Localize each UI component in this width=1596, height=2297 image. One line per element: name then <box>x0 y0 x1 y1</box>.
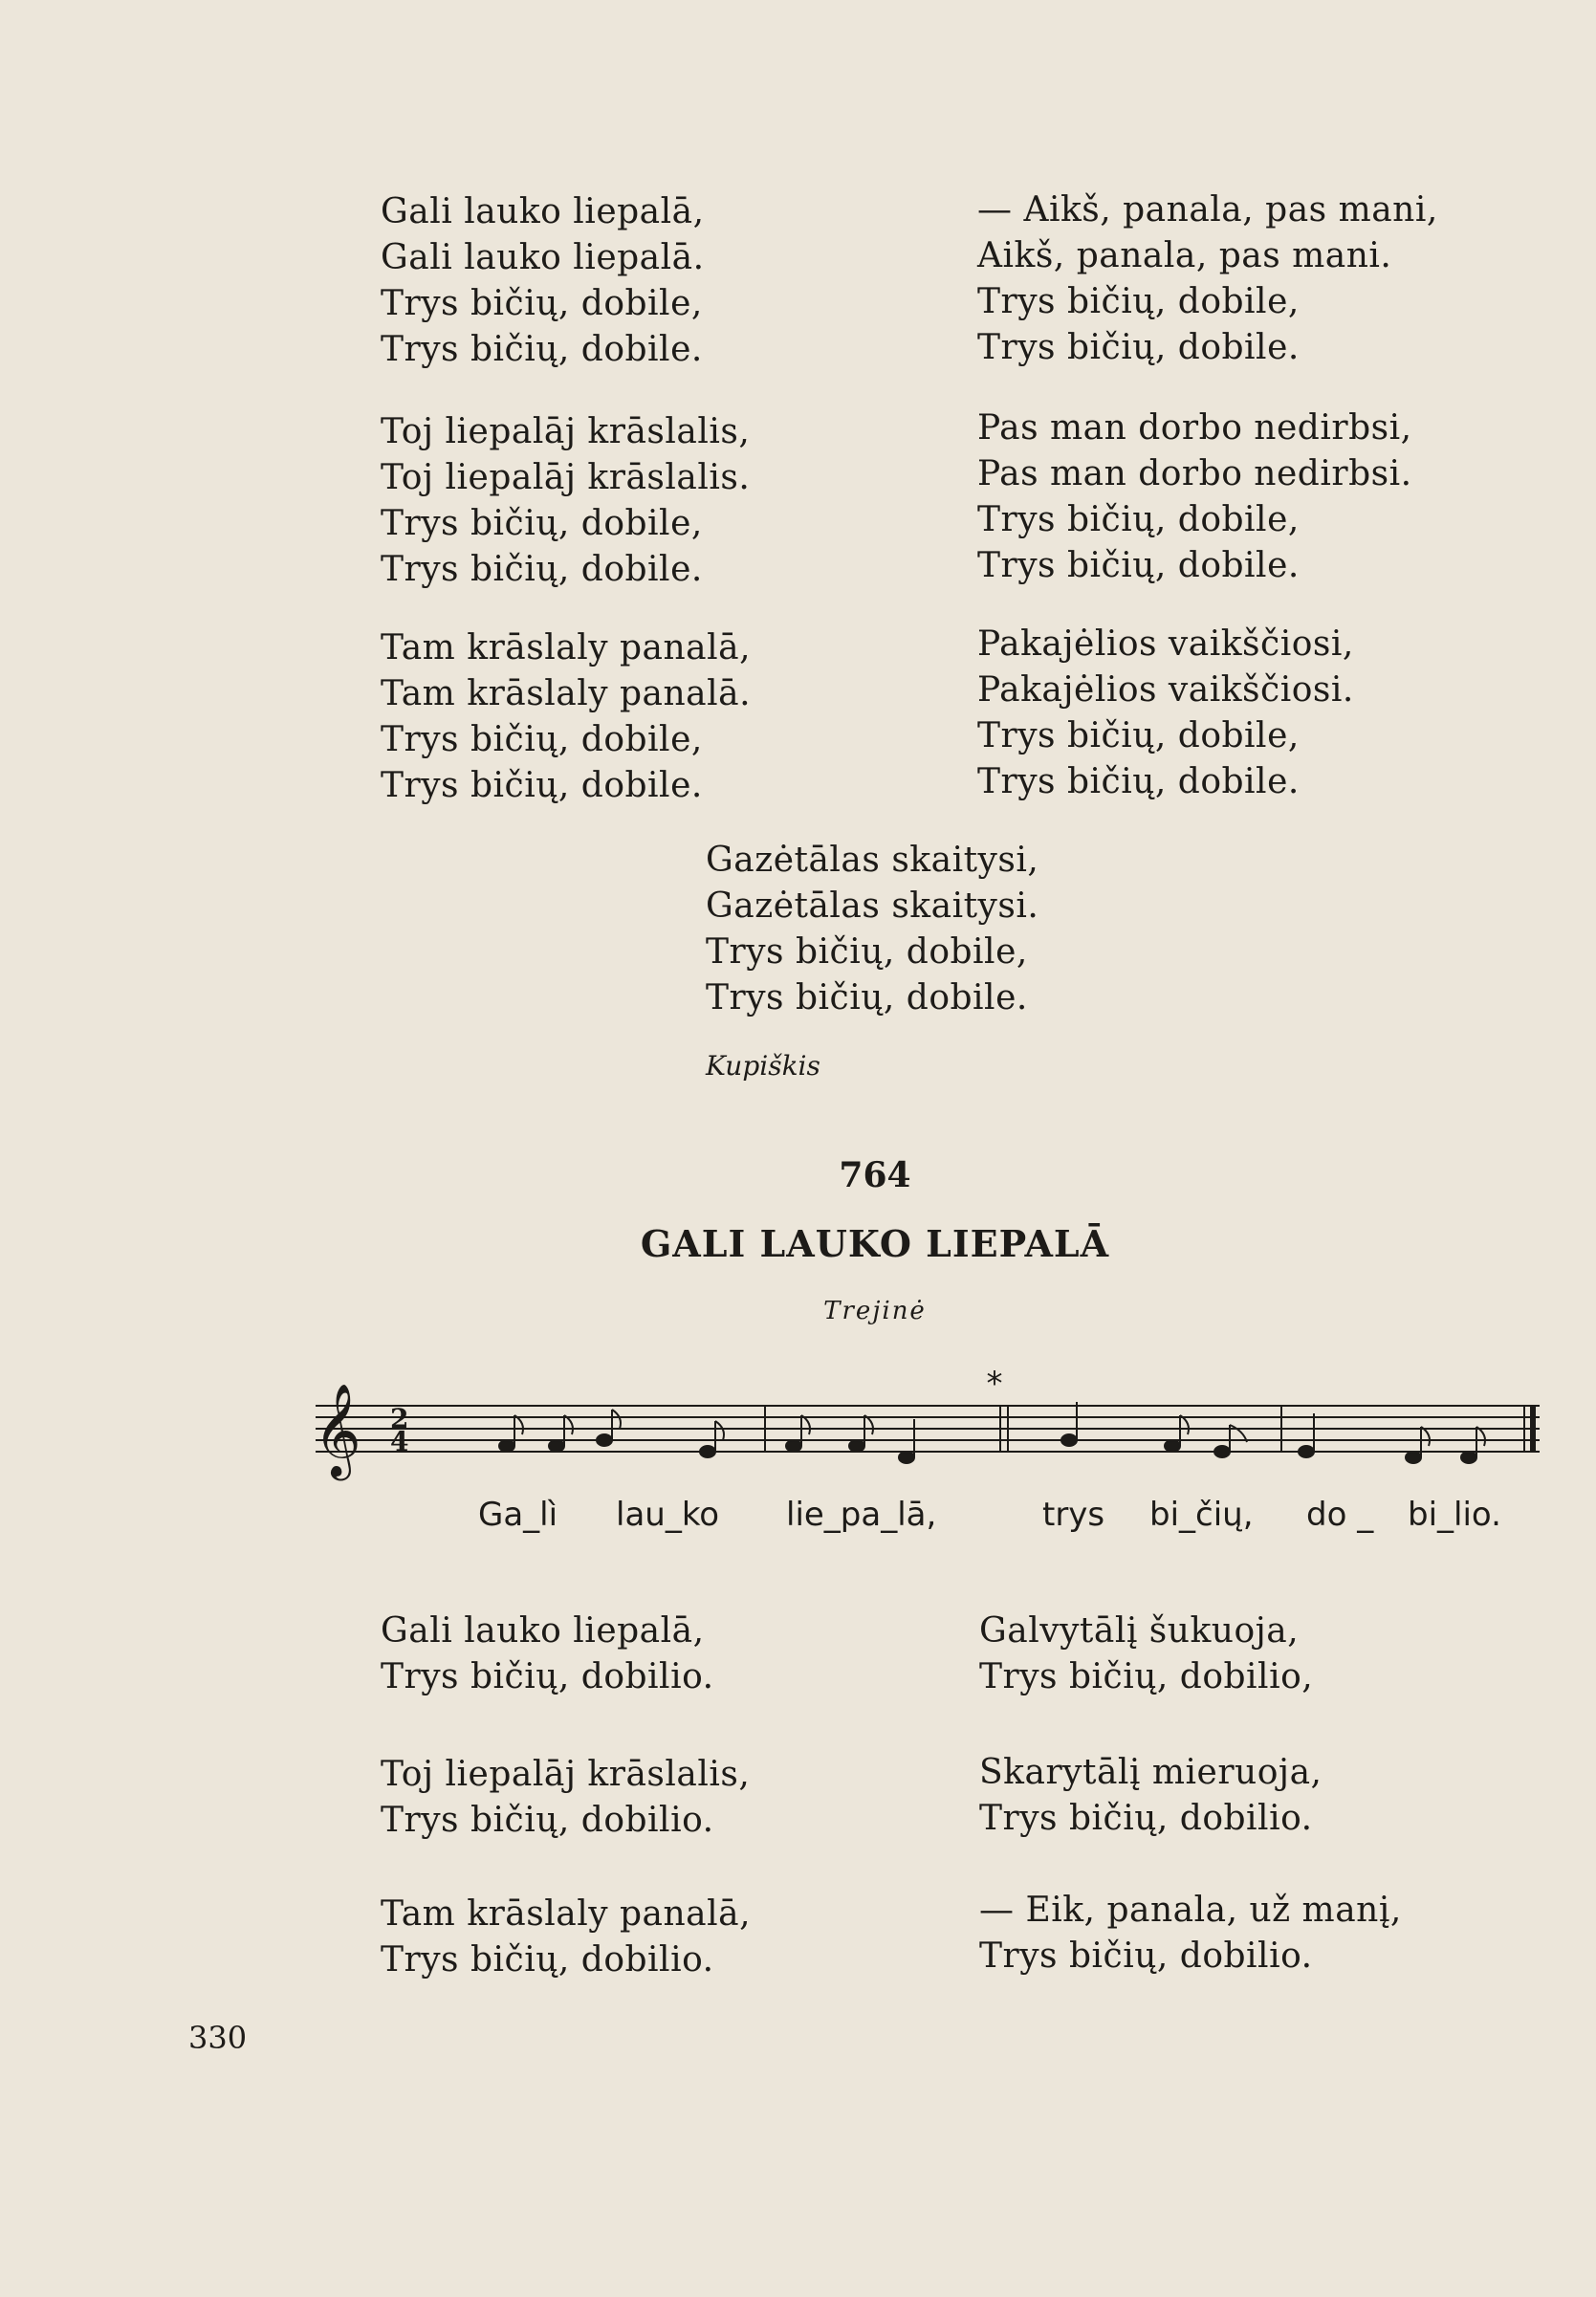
note <box>1165 1415 1189 1452</box>
verse-line: Skarytālį mieruoja, <box>979 1753 1323 1792</box>
verse-line: — Aikš, panala, pas mani, <box>977 190 1438 230</box>
stanza <box>381 625 751 809</box>
stanza <box>979 1608 1313 1700</box>
verse-line: Trys bičių, dobile. <box>977 762 1300 801</box>
lyric-syllable: bi_čių, <box>1149 1496 1254 1534</box>
music-score <box>287 1358 1549 1549</box>
stanza <box>381 1752 750 1844</box>
page-number: 330 <box>188 2020 248 2056</box>
verse-line: Gazėtālas skaitysi. <box>706 886 1039 926</box>
verse-line: Gali lauko liepalā. <box>381 238 705 277</box>
time-signature-top: 2 <box>390 1403 409 1434</box>
stanza <box>381 189 705 373</box>
verse-line: Gazėtālas skaitysi, <box>706 841 1039 880</box>
lyric-syllable: bi_lio. <box>1408 1496 1501 1534</box>
verse-line: Toj liepalāj krāslalis, <box>381 1755 751 1794</box>
treble-clef-icon: 𝄞 <box>314 1383 361 1477</box>
lyrics <box>478 1496 1501 1534</box>
verse-line: Tam krāslaly panalā, <box>381 628 752 667</box>
note <box>499 1415 523 1452</box>
note <box>1061 1402 1077 1446</box>
verse-line: Trys bičių, dobile, <box>381 284 703 323</box>
place-name: Kupiškis <box>706 1050 820 1082</box>
verse-line: Trys bičių, dobile, <box>706 932 1028 972</box>
lyric-syllable: Ga_lì <box>478 1496 558 1534</box>
stanza <box>977 405 1412 589</box>
verse-line: Tam krāslaly panalā. <box>381 674 752 713</box>
verse-line: Trys bičių, dobile. <box>381 330 703 369</box>
verse-line: Trys bičių, dobilio. <box>381 1801 714 1840</box>
note <box>1461 1427 1485 1463</box>
song-title: GALI LAUKO LIEPALĀ <box>640 1222 1110 1265</box>
lyric-syllable: do _ <box>1306 1496 1374 1534</box>
lyric-syllable: trys <box>1042 1496 1105 1534</box>
verse-line: Trys bičių, dobile, <box>977 282 1300 321</box>
verse-line: Toj liepalāj krāslalis. <box>381 458 751 497</box>
verse-line: Trys bičių, dobilio. <box>381 1940 714 1980</box>
verse-line: Trys bičių, dobilio, <box>979 1657 1314 1696</box>
verse-line: Trys bičių, dobile, <box>977 716 1300 755</box>
verse-line: Pakajėlios vaikščiosi. <box>977 670 1354 710</box>
note <box>549 1415 573 1452</box>
stanza <box>979 1750 1322 1842</box>
verse-line: Trys bičių, dobile. <box>977 546 1300 585</box>
verse-line: Pas man dorbo nedirbsi. <box>977 454 1412 493</box>
note <box>1406 1427 1430 1463</box>
verse-line: Gali lauko liepalā, <box>381 1611 705 1651</box>
verse-line: Trys bičių, dobilio. <box>381 1657 714 1696</box>
verse-line: Trys bičių, dobile, <box>381 504 703 543</box>
stanza <box>381 1892 751 1983</box>
stanza <box>977 622 1354 805</box>
note <box>849 1415 873 1452</box>
repeat-mark: * <box>986 1365 1003 1403</box>
stanza <box>979 1888 1402 1980</box>
verse-line: Gali lauko liepalā, <box>381 192 705 231</box>
time-signature-bottom: 4 <box>390 1426 409 1457</box>
final-stanza <box>706 838 1038 1021</box>
verse-line: Trys bičių, dobilio. <box>979 1799 1313 1838</box>
verse-line: Toj liepalāj krāslalis, <box>381 412 751 451</box>
lyric-syllable: lau_ko <box>616 1496 720 1534</box>
verse-line: Trys bičių, dobilio. <box>979 1936 1313 1976</box>
song-subtitle: Trejinė <box>823 1297 927 1325</box>
note <box>786 1415 810 1452</box>
verse-line: Pas man dorbo nedirbsi, <box>977 408 1412 448</box>
song-number: 764 <box>839 1155 911 1195</box>
verse-line: Trys bičių, dobile. <box>977 328 1300 367</box>
verse-line: Galvytālį šukuoja, <box>979 1611 1300 1651</box>
verse-line: Aikš, panala, pas mani. <box>977 236 1392 275</box>
verse-line: Trys bičių, dobile. <box>706 978 1028 1017</box>
verse-line: Trys bičių, dobile. <box>381 766 703 805</box>
stanza <box>381 1608 714 1700</box>
verse-line: Pakajėlios vaikščiosi, <box>977 624 1354 664</box>
stanza <box>381 409 750 593</box>
verse-line: Trys bičių, dobile, <box>977 500 1300 539</box>
verse-line: Tam krāslaly panalā, <box>381 1894 752 1934</box>
lyric-syllable: lie_pa_lā, <box>786 1496 937 1534</box>
verse-line: — Eik, panala, už manį, <box>979 1891 1402 1930</box>
notes <box>499 1402 1485 1463</box>
stanza <box>977 187 1438 371</box>
verse-line: Trys bičių, dobile. <box>381 550 703 589</box>
verse-line: Trys bičių, dobile, <box>381 720 703 759</box>
note <box>1299 1413 1314 1457</box>
